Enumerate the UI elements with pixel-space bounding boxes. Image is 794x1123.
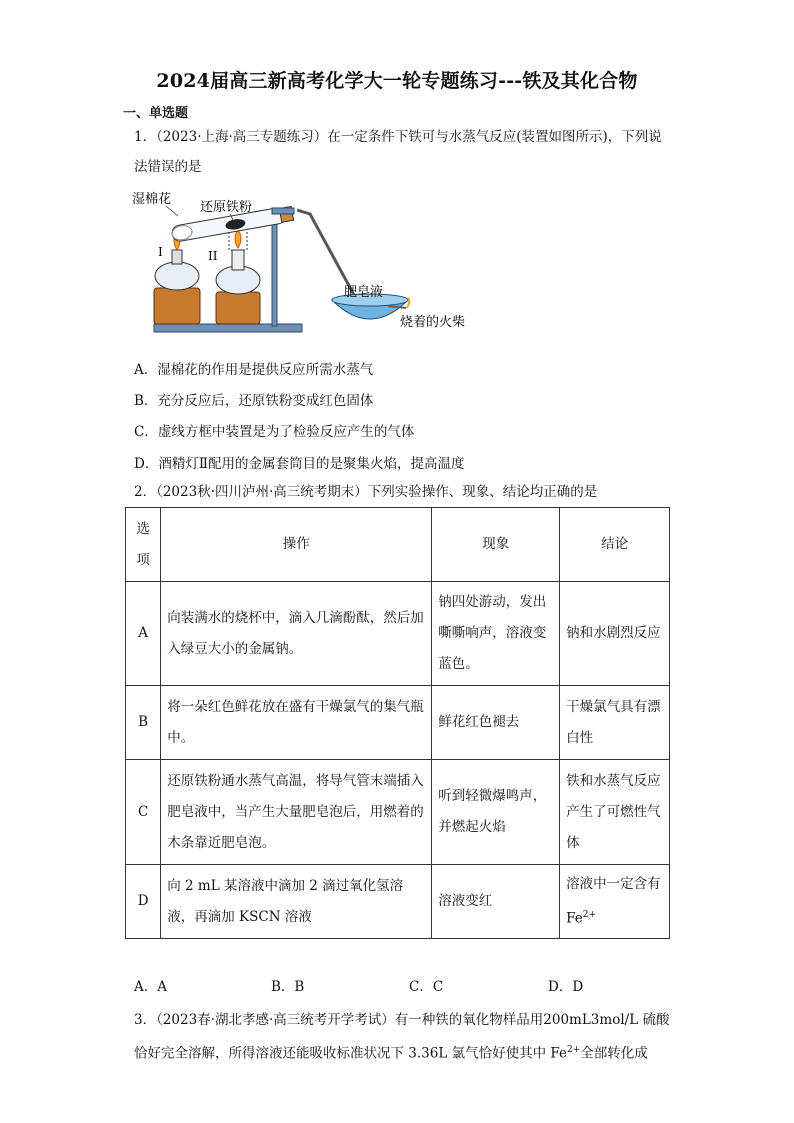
q2-choice-c: C．C bbox=[409, 979, 444, 995]
header-option: 选项 bbox=[126, 508, 161, 582]
label-cotton: 湿棉花 bbox=[132, 192, 172, 207]
apparatus-figure bbox=[132, 188, 482, 340]
question-2-stem: 2．（2023秋·四川泸州·高三统考期末）下列实验操作、现象、结论均正确的是 bbox=[134, 484, 598, 500]
wood-block-2 bbox=[216, 292, 260, 324]
q1-option-d: D．酒精灯Ⅱ配用的金属套筒目的是聚集火焰，提高温度 bbox=[134, 456, 465, 472]
row-conclusion bbox=[560, 865, 670, 939]
ion-charge: 2+ bbox=[582, 909, 597, 920]
q2-choice-d: D．D bbox=[548, 979, 584, 995]
header-conclusion: 结论 bbox=[560, 508, 670, 582]
stand-base bbox=[154, 324, 302, 332]
q1-option-b: B．充分反应后，还原铁粉变成红色固体 bbox=[134, 393, 374, 409]
header-phenomenon: 现象 bbox=[432, 508, 560, 582]
row-conclusion: 铁和水蒸气反应产生了可燃性气体 bbox=[560, 760, 670, 865]
row-operation: 向 2 mL 某溶液中滴加 2 滴过氧化氢溶液，再滴加 KSCN 溶液 bbox=[161, 865, 432, 939]
conclusion-text: 溶液中一定含有Fe bbox=[566, 875, 661, 927]
table-row bbox=[126, 582, 670, 686]
stand-rod bbox=[272, 213, 277, 326]
row-phenomenon: 溶液变红 bbox=[432, 865, 560, 939]
question-3-stem bbox=[134, 1005, 674, 1069]
question-1-stem: 1．（2023·上海·高三专题练习）在一定条件下铁可与水蒸气反应(装置如图所示)，下列说法错误的是 bbox=[134, 129, 662, 175]
header-operation: 操作 bbox=[161, 508, 432, 582]
row-operation: 将一朵红色鲜花放在盛有干燥氯气的集气瓶中。 bbox=[161, 686, 432, 760]
q2-choice-b: B．B bbox=[271, 979, 305, 995]
table-row bbox=[126, 686, 670, 760]
label-match: 烧着的火柴 bbox=[400, 315, 466, 330]
row-option: B bbox=[126, 686, 161, 760]
row-phenomenon: 听到轻微爆鸣声，并燃起火焰 bbox=[432, 760, 560, 865]
label-lamp-2: II bbox=[208, 249, 218, 263]
q1-option-a: A．湿棉花的作用是提供反应所需水蒸气 bbox=[134, 362, 374, 378]
table-row bbox=[126, 760, 670, 865]
q2-choice-a: A．A bbox=[134, 979, 167, 995]
q3-text: 3．（2023春·湖北孝感·高三统考开学考试）有一种铁的氧化物样品用200mL3mol/L 硫酸恰好完全溶解，所得溶液还能吸收标准状况下 3.36L 氯气恰好使其中 Fe bbox=[134, 1012, 670, 1062]
row-operation: 向装满水的烧杯中，滴入几滴酚酞，然后加入绿豆大小的金属钠。 bbox=[161, 582, 432, 686]
label-lamp-1: I bbox=[158, 245, 163, 259]
q1-option-c: C．虚线方框中装置是为了检验反应产生的气体 bbox=[134, 424, 415, 440]
q3-text-tail: 全部转化成 bbox=[580, 1045, 648, 1062]
row-operation: 还原铁粉通水蒸气高温，将导气管末端插入肥皂液中，当产生大量肥皂泡后，用燃着的木条靠近肥皂泡。 bbox=[161, 760, 432, 865]
label-soap: 肥皂液 bbox=[344, 285, 384, 300]
table-header-row bbox=[126, 508, 670, 582]
page-title: 2024届高三新高考化学大一轮专题练习---铁及其化合物 bbox=[156, 70, 638, 92]
wood-block-1 bbox=[154, 288, 200, 324]
experiment-table bbox=[125, 507, 670, 939]
row-phenomenon: 鲜花红色褪去 bbox=[432, 686, 560, 760]
row-phenomenon: 钠四处游动，发出嘶嘶响声，溶液变蓝色。 bbox=[432, 582, 560, 686]
row-conclusion: 干燥氯气具有漂白性 bbox=[560, 686, 670, 760]
row-option: A bbox=[126, 582, 161, 686]
section-heading: 一、单选题 bbox=[123, 106, 189, 121]
alcohol-lamp-1 bbox=[155, 262, 199, 290]
table-row bbox=[126, 865, 670, 939]
label-iron: 还原铁粉 bbox=[200, 200, 253, 215]
row-option: C bbox=[126, 760, 161, 865]
ion-charge: 2+ bbox=[567, 1045, 581, 1055]
row-option: D bbox=[126, 865, 161, 939]
row-conclusion: 钠和水剧烈反应 bbox=[560, 582, 670, 686]
